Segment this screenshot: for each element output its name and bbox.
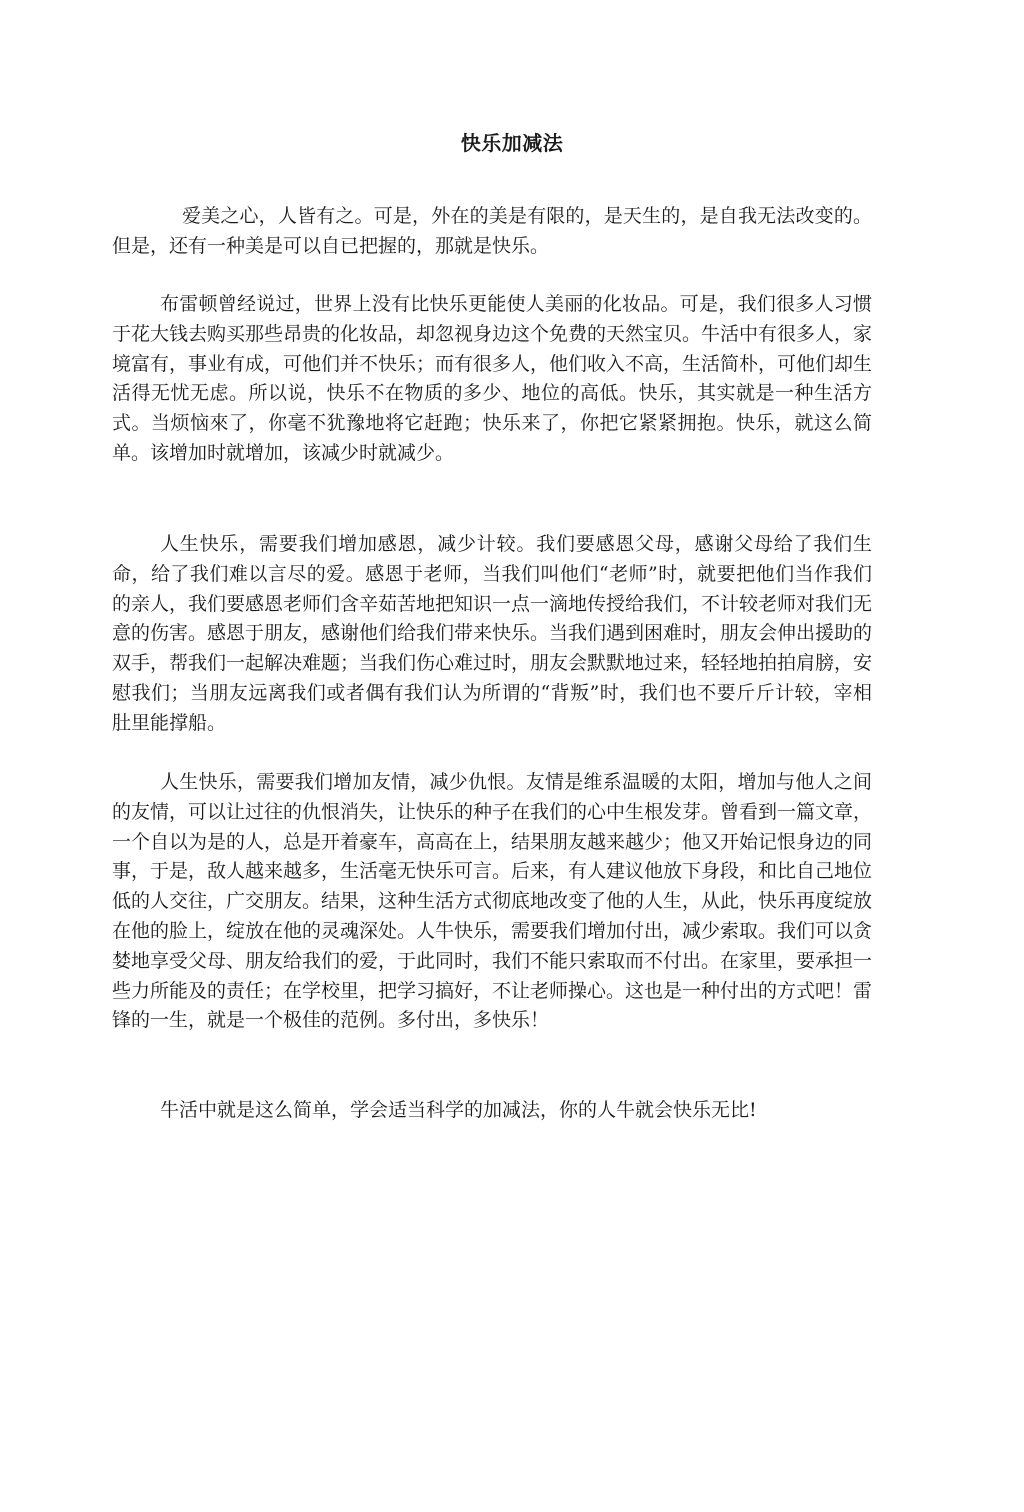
document-title: 快乐加减法 xyxy=(460,131,564,155)
paragraph-1: 爱美之心，人皆有之。可是，外在的美是有限的，是天生的，是自我无法改变的。但是，还有一种美是可以自已把握的，那就是快乐。 xyxy=(112,205,872,257)
paragraph-5: 牛活中就是这么简单，学会适当科学的加减法，你的人牛就会快乐无比! xyxy=(160,1099,757,1121)
paragraph-4: 人生快乐，需要我们增加友情，减少仇恨。友情是维系温暖的太阳，增加与他人之间的友情，可以让过往的仇恨消失，让快乐的种子在我们的心中生根发芽。曾看到一篇文章，一个自以为是的人，总是开着豪车，高高在上，结果朋友越来越少；他又开始记恨身边的同事，于是，敌人越来越多，生活毫无快乐可言。后来，有人建议他放下身段，和比自己地位低的人交往，广交朋友。结果，这种生活方式彻底地改变了他的人生，从此，快乐再度绽放在他的脸上，绽放在他的灵魂深处。人牛快乐，需要我们增加付出，减少索取。我们可以贪婪地享受父母、朋友给我们的爱，于此同时，我们不能只索取而不付出。在家里，要承担一些力所能及的责任；在学校里，把学习搞好，不让老师操心。这也是一种付出的方式吧！雷锋的一生，就是一个极佳的范例。多付出，多快乐！ xyxy=(112,771,873,1032)
paragraph-2: 布雷顿曾经说过，世界上没有比快乐更能使人美丽的化妆品。可是，我们很多人习惯于花大钱去购买那些昂贵的化妆品，却忽视身边这个免费的天然宝贝。牛活中有很多人，家境富有，事业有成，可他们并不快乐；而有很多人，他们收入不高，生活简朴，可他们却生活得无忧无虑。所以说，快乐不在物质的多少、地位的高低。快乐，其实就是一种生活方式。当烦恼來了，你毫不犹豫地将它赶跑；快乐来了，你把它紧紧拥抱。快乐，就这么简单。该增加时就增加，该减少时就减少。 xyxy=(112,293,873,464)
paragraph-3: 人生快乐，需要我们增加感恩，减少计较。我们要感恩父母，感谢父母给了我们生命，给了我们难以言尽的爱。感恩于老师，当我们叫他们“老师”时，就要把他们当作我们的亲人，我们要感恩老师们含辛茹苦地把知识一点一滴地传授给我们，不计较老师对我们无意的伤害。感恩于朋友，感谢他们给我们带来快乐。当我们遇到困难时，朋友会伸出援助的双手，帮我们一起解决难题；当我们伤心难过时，朋友会默默地过来，轻轻地拍拍肩膀，安慰我们；当朋友远离我们或者偶有我们认为所谓的“背叛”时，我们也不要斤斤计较，宰相肚里能撑船。 xyxy=(112,533,873,734)
